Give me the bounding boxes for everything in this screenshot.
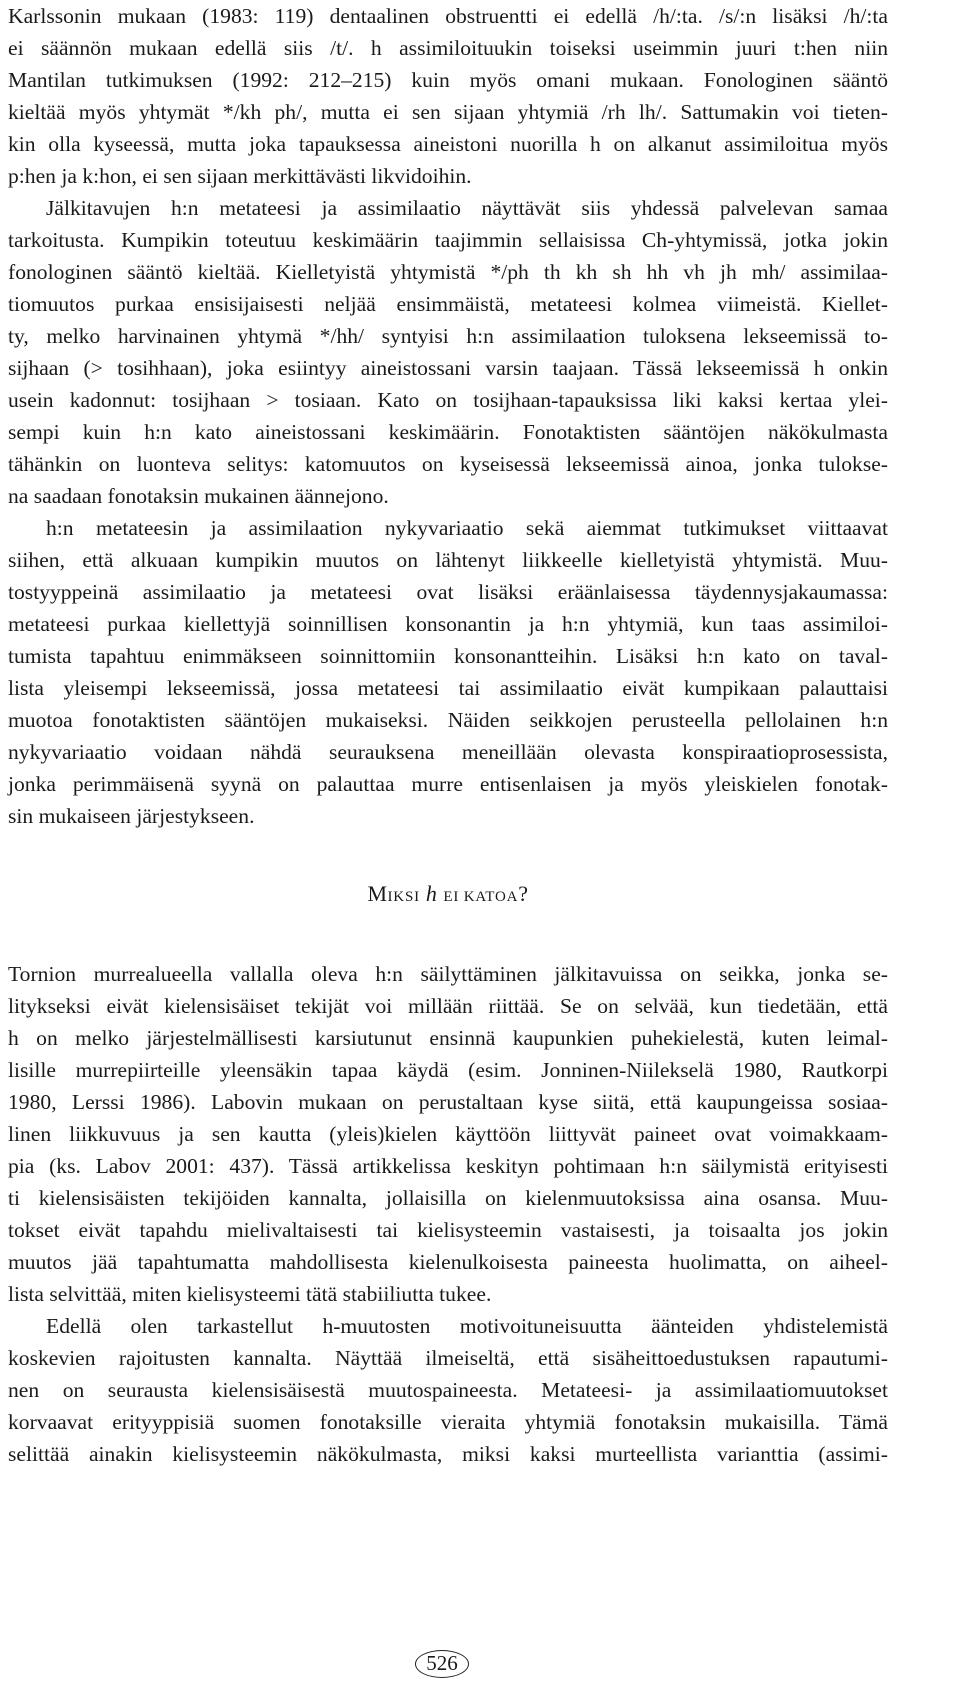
text-line: kin olla kyseessä, mutta joka tapauksessa aineistoni nuorilla h on alkanut assimiloitua myös: [8, 132, 888, 156]
text-line: jonka perimmäisenä syynä on palauttaa murre entisenlaisen ja myös yleiskielen fonotak-: [8, 772, 888, 796]
paragraph: [8, 0, 888, 192]
page-number: 526: [415, 1650, 469, 1678]
text-line: sin mukaiseen järjestykseen.: [8, 804, 255, 828]
text-line: Jälkitavujen h:n metateesi ja assimilaatio näyttävät siis yhdessä palvelevan samaa: [46, 196, 888, 220]
text-line: metateesi purkaa kiellettyjä soinnillisen konsonantin ja h:n yhtymiä, kun taas assimiloi-: [8, 612, 888, 636]
text-line: h:n metateesin ja assimilaation nykyvariaatio sekä aiemmat tutkimukset viittaavat: [46, 516, 888, 540]
text-line: Edellä olen tarkastellut h-muutosten motivoituneisuutta äänteiden yhdistelemistä: [46, 1314, 888, 1338]
text-line: Mantilan tutkimuksen (1992: 212–215) kuin myös omani mukaan. Fonologinen sääntö: [8, 68, 888, 92]
text-line: tokset eivät tapahdu mielivaltaisesti tai kielisysteemin vastaisesti, ja toisaalta jos jokin: [8, 1218, 888, 1242]
text-line: tumista tapahtuu enimmäkseen soinnittomiin konsonantteihin. Lisäksi h:n kato on taval-: [8, 644, 888, 668]
paragraph: [8, 512, 888, 832]
text-line: koskevien rajoitusten kannalta. Näyttää ilmeiseltä, että sisäheittoedustuksen rapautumi-: [8, 1346, 888, 1370]
text-line: h on melko järjestelmällisesti karsiutunut ensinnä kaupunkien puhekielestä, kuten leimal-: [8, 1026, 888, 1050]
document-page: [8, 0, 888, 1470]
text-line: tähänkin on luonteva selitys: katomuutos on kyseisessä lekseemissä ainoa, jonka tulokse-: [8, 452, 888, 476]
heading-question-mark: ?: [518, 881, 529, 906]
text-line: na saadaan fonotaksin mukainen äännejono.: [8, 484, 389, 508]
text-line: sijhaan (> tosihhaan), joka esiintyy aineistossani varsin taajaan. Tässä lekseemissä h onkin: [8, 356, 888, 380]
text-line: p:hen ja k:hon, ei sen sijaan merkittävästi likvidoihin.: [8, 164, 472, 188]
text-line: lista yleisempi lekseemissä, jossa metateesi tai assimilaatio eivät kumpikaan palauttaisi: [8, 676, 888, 700]
heading-h: h: [425, 881, 438, 906]
text-line: korvaavat erityyppisiä suomen fonotaksille vieraita yhtymiä fonotaksin mukaisilla. Tämä: [8, 1410, 888, 1434]
text-line: lista selvittää, miten kielisysteemi tätä stabiiliutta tukee.: [8, 1282, 492, 1306]
text-line: siihen, että alkuaan kumpikin muutos on lähtenyt liikkeelle kielletyistä yhtymistä. Muu-: [8, 548, 888, 572]
text-line: selittää ainakin kielisysteemin näkökulmasta, miksi kaksi murteellista varianttia (assimi-: [8, 1442, 888, 1466]
text-line: linen liikkuvuus ja sen kautta (yleis)kielen käyttöön liittyvät paineet ovat voimakkaam-: [8, 1122, 888, 1146]
body-text-upper: [8, 0, 888, 832]
text-line: muotoa fonotaktisten sääntöjen mukaiseksi. Näiden seikkojen perusteella pellolainen h:n: [8, 708, 888, 732]
text-line: sempi kuin h:n kato aineistossani keskimäärin. Fonotaktisten sääntöjen näkökulmasta: [8, 420, 888, 444]
paragraph: [8, 958, 888, 1310]
text-line: muutos jää tapahtumatta mahdollisesta kielenulkoisesta paineesta huolimatta, on aiheel-: [8, 1250, 888, 1274]
text-line: tostyyppeinä assimilaatio ja metateesi ovat lisäksi eräänlaisessa täydennysjakaumassa:: [8, 580, 888, 604]
text-line: fonologinen sääntö kieltää. Kielletyistä yhtymistä */ph th kh sh hh vh jh mh/ assimilaa-: [8, 260, 888, 284]
text-line: Karlssonin mukaan (1983: 119) dentaalinen obstruentti ei edellä /h/:ta. /s/:n lisäksi /h/:ta: [8, 4, 888, 28]
text-line: tarkoitusta. Kumpikin toteutuu keskimäärin taajimmin sellaisissa Ch-yhtymissä, jotka jokin: [8, 228, 888, 252]
text-line: tiomuutos purkaa ensisijaisesti neljää ensimmäistä, metateesi kolmea viimeistä. Kiellet-: [8, 292, 888, 316]
text-line: Tornion murrealueella vallalla oleva h:n säilyttäminen jälkitavuissa on seikka, jonka se-: [8, 962, 888, 986]
paragraph: [8, 1310, 888, 1470]
heading-first-letter: M: [367, 881, 388, 906]
heading-word: IKSI: [387, 889, 420, 905]
text-line: ei säännön mukaan edellä siis /t/. h assimiloituukin toiseksi useimmin juuri t:hen niin: [8, 36, 888, 60]
text-line: lisille murrepiirteille yleensäkin tapaa käydä (esim. Jonninen-Niilekselä 1980, Rautkorpi: [8, 1058, 888, 1082]
section-heading: [8, 878, 888, 910]
text-line: pia (ks. Labov 2001: 437). Tässä artikkelissa keskityn pohtimaan h:n säilymistä erityisesti: [8, 1154, 888, 1178]
text-line: nykyvariaatio voidaan nähdä seurauksena meneillään olevasta konspiraatioprosessista,: [8, 740, 888, 764]
text-line: 1980, Lerssi 1986). Labovin mukaan on perustaltaan kyse siitä, että kaupungeissa sosiaa-: [8, 1090, 888, 1114]
text-line: ti kielensisäisten tekijöiden kannalta, jollaisilla on kielenmuutoksissa aina osansa. Muu-: [8, 1186, 888, 1210]
text-line: litykseksi eivät kielensisäiset tekijät voi millään riittää. Se on selvää, kun tiedetään, että: [8, 994, 888, 1018]
text-line: nen on seurausta kielensisäisestä muutospaineesta. Metateesi- ja assimilaatiomuutokset: [8, 1378, 888, 1402]
text-line: ty, melko harvinainen yhtymä */hh/ syntyisi h:n assimilaation tuloksena lekseemissä to-: [8, 324, 888, 348]
paragraph: [8, 192, 888, 512]
text-line: usein kadonnut: tosijhaan > tosiaan. Kato on tosijhaan-tapauksissa liki kaksi kertaa ylei-: [8, 388, 888, 412]
heading-word: EI KATOA: [443, 889, 519, 905]
text-line: kieltää myös yhtymät */kh ph/, mutta ei sen sijaan yhtymiä /rh lh/. Sattumakin voi tieten-: [8, 100, 888, 124]
body-text-lower: [8, 958, 888, 1470]
